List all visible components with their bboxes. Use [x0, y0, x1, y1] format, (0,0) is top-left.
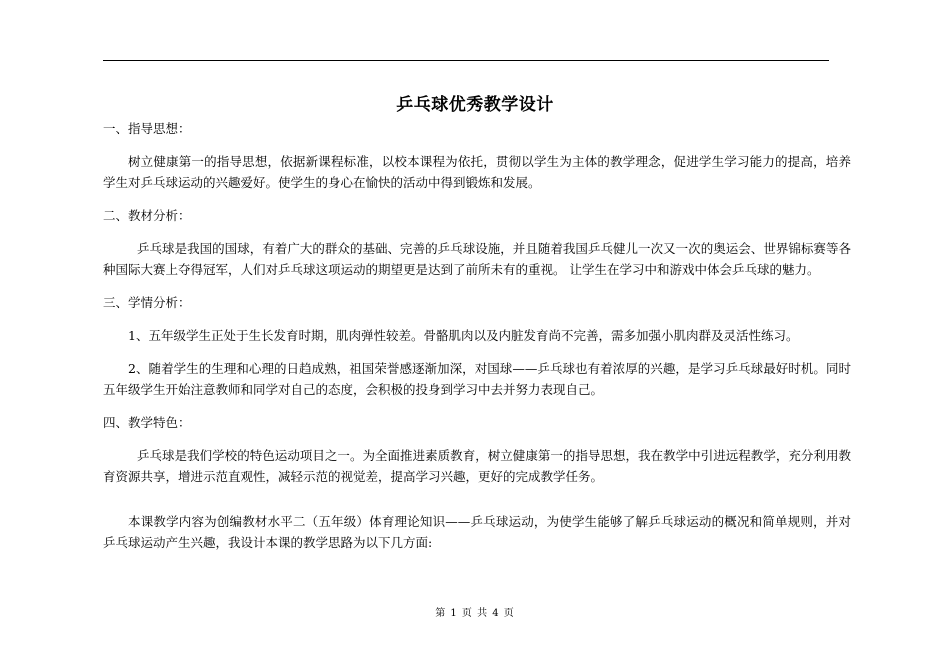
header-rule	[103, 60, 829, 61]
section-paragraph: 2、随着学生的生理和心理的日趋成熟，祖国荣誉感逐渐加深，对国球——乒乓球也有着浓厚的兴趣，是学习乒乓球最好时机。同时五年级学生开始注意教师和同学对自己的态度，会积极的投身到学习中去并努力表现自己。	[103, 361, 851, 397]
section-material-analysis	[103, 205, 851, 280]
spacer	[103, 499, 851, 511]
section-paragraph: 1、五年级学生正处于生长发育时期，肌肉弹性较差。骨骼肌肉以及内脏发育尚不完善，需多加强小肌肉群及灵活性练习。	[128, 328, 799, 343]
section-paragraph: 乒乓球是我们学校的特色运动项目之一。为全面推进素质教育，树立健康第一的指导思想，我在教学中引进远程教学，充分利用教育资源共享，增进示范直观性，减轻示范的视觉差，提高学习兴趣，更好的完成教学任务。	[103, 448, 851, 484]
section-guiding-thought	[103, 118, 851, 193]
section-heading: 一、指导思想：	[103, 121, 191, 136]
section-heading: 二、教材分析：	[103, 208, 191, 223]
closing-paragraph: 本课教学内容为创编教材水平二（五年级）体育理论知识——乒乓球运动，为使学生能够了解乒乓球运动的概况和简单规则，并对乒乓球运动产生兴趣，我设计本课的教学思路为以下几方面:	[103, 514, 851, 550]
document-title: 乒乓球优秀教学设计	[396, 95, 554, 115]
section-paragraph: 乒乓球是我国的国球，有着广大的群众的基础、完善的乒乓球设施，并且随着我国乒乓健儿一次又一次的奥运会、世界锦标赛等各种国际大赛上夺得冠军，人们对乒乓球这项运动的期望更是达到了前所未有的重视。 让学生在学习中和游戏中体会乒乓球的魅力。	[103, 241, 851, 277]
document-body	[103, 118, 851, 565]
section-paragraph: 树立健康第一的指导思想，依据新课程标准，以校本课程为依托，贯彻以学生为主体的教学理念，促进学生学习能力的提高，培养学生对乒乓球运动的兴趣爱好。使学生的身心在愉快的活动中得到锻炼和发展。	[103, 154, 851, 190]
page-footer: 第 1 页 共 4 页	[435, 608, 515, 619]
section-heading: 四、教学特色：	[103, 415, 191, 430]
section-student-analysis	[103, 292, 851, 400]
section-heading: 三、学情分析：	[103, 295, 191, 310]
section-teaching-features	[103, 412, 851, 487]
